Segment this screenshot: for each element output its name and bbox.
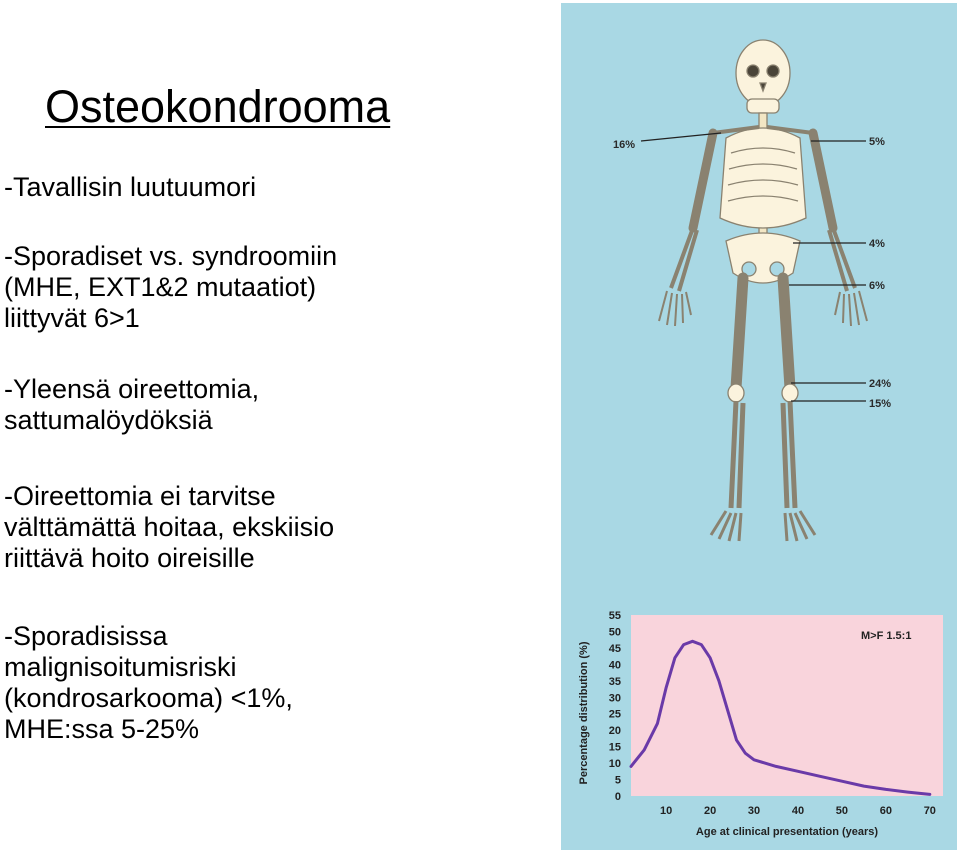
bullet-4: -Oireettomia ei tarvitse välttämättä hoitaa, ekskiisio riittävä hoito oireisille xyxy=(4,481,335,573)
age-distribution-chart xyxy=(578,610,943,838)
y-tick-label: 0 xyxy=(614,791,621,803)
slide-title: Osteokondrooma xyxy=(45,81,391,132)
y-tick-label: 5 xyxy=(614,774,621,787)
bullet-2: -Sporadiset vs. syndroomiin (MHE, EXT1&2 mutaatiot) liittyvät 6>1 xyxy=(4,241,338,333)
x-axis-label: Age at clinical presentation (years) xyxy=(695,826,879,838)
y-tick-label: 55 xyxy=(608,610,621,622)
y-tick-label: 40 xyxy=(608,659,621,672)
label-femur-proximal: 6% xyxy=(869,280,885,292)
y-tick-label: 20 xyxy=(608,725,621,738)
label-shoulder-left: 16% xyxy=(613,139,636,151)
bullet-5: -Sporadisissa malignisoitumisriski (kondrosarkooma) <1%, MHE:ssa 5-25% xyxy=(4,621,293,744)
y-tick-label: 10 xyxy=(608,758,621,771)
y-tick-label: 35 xyxy=(608,675,621,688)
x-axis xyxy=(660,805,936,817)
y-tick-label: 45 xyxy=(608,642,621,655)
y-tick-label: 25 xyxy=(608,708,621,721)
figure-svg xyxy=(561,3,957,850)
x-tick-label: 60 xyxy=(879,805,892,817)
label-pelvis: 4% xyxy=(869,238,885,250)
x-tick-label: 20 xyxy=(703,805,717,817)
x-tick-label: 50 xyxy=(835,805,849,817)
label-shoulder-right: 5% xyxy=(869,136,885,148)
y-axis-label: Percentage distribution (%) xyxy=(578,641,590,785)
x-tick-label: 30 xyxy=(747,805,761,817)
label-femur-distal: 24% xyxy=(869,378,892,390)
x-tick-label: 10 xyxy=(660,805,673,817)
chart-annotation: M>F 1.5:1 xyxy=(861,630,912,642)
bullet-3: -Yleensä oireettomia, sattumalöydöksiä xyxy=(4,374,260,435)
y-tick-label: 30 xyxy=(608,692,621,705)
bullet-1: -Tavallisin luutuumori xyxy=(4,172,257,202)
label-tibia-proximal: 15% xyxy=(869,398,892,410)
figure-panel xyxy=(561,3,957,850)
y-tick-label: 50 xyxy=(608,626,621,639)
x-tick-label: 40 xyxy=(791,805,805,817)
y-tick-label: 15 xyxy=(608,741,621,754)
y-axis xyxy=(609,610,621,803)
skeleton-illustration xyxy=(659,40,867,541)
x-tick-label: 70 xyxy=(923,805,936,817)
